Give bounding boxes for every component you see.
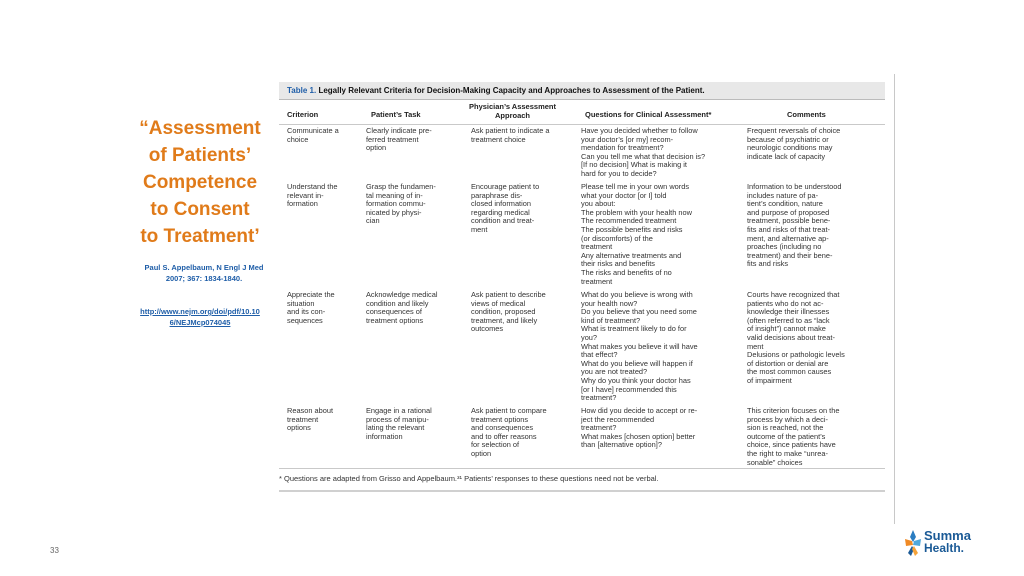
cell-approach: Encourage patient to paraphrase dis- closed information regarding medical condition and treat- ment: [471, 182, 540, 234]
logo-text: [924, 529, 971, 555]
column-header: Criterion: [287, 110, 319, 119]
cell-criterion: Appreciate the situation and its con- sequences: [287, 290, 335, 325]
citation: Paul S. Appelbaum, N Engl J Med 2007; 367: 1834-1840.: [144, 263, 264, 283]
summa-health-logo: [902, 527, 982, 561]
slide-title-line: to Treatment’: [140, 226, 260, 247]
cell-task: Engage in a rational process of manipu- lating the relevant information: [366, 406, 432, 441]
slide-title-area: [130, 115, 268, 325]
table-footnote: * Questions are adapted from Grisso and Appelbaum.³¹ Patients’ responses to these questions need not be verbal.: [279, 474, 659, 483]
reference-link[interactable]: [132, 306, 268, 328]
cell-criterion: Reason about treatment options: [287, 406, 334, 433]
cell-comments: Frequent reversals of choice because of psychiatric or neurologic conditions may indicate lack of capacity: [747, 126, 841, 161]
column-header: Comments: [787, 110, 826, 119]
column-header: Questions for Clinical Assessment*: [585, 110, 712, 119]
cell-approach: Ask patient to compare treatment options and consequences and to offer reasons for selection of option: [471, 406, 547, 458]
divider-line: [894, 74, 895, 524]
slide-title-line: Competence: [142, 172, 258, 193]
citation-block: [140, 262, 268, 284]
cell-criterion: Understand the relevant in- formation: [287, 182, 338, 209]
page-number: 33: [50, 546, 59, 555]
cell-questions: How did you decide to accept or re- ject the recommended treatment? What makes [chosen option] better than [alternative option]?: [581, 406, 698, 450]
cell-approach: Ask patient to indicate a treatment choice: [471, 126, 550, 144]
cell-comments: This criterion focuses on the process by which a deci- sion is reached, not the outcome of the patient’s choice, since patients have the right to make “unrea- sonable” choices: [747, 406, 840, 467]
cell-task: Clearly indicate pre- ferred treatment option: [366, 126, 432, 153]
slide-title-line: “Assessment: [139, 118, 261, 139]
table-label: Table 1.: [287, 86, 317, 95]
column-header: Physician’s Assessment Approach: [469, 102, 556, 120]
slide-title-line: to Consent: [150, 199, 250, 220]
cell-comments: Information to be understood includes nature of pa- tient’s condition, nature and purpose of proposed treatment, possible bene- fits and risks of that treat- ment, and alternative ap- proaches (including no treatment) and their bene- fits and risks: [747, 182, 842, 269]
table-header-row: [279, 100, 885, 125]
column-header: Patient’s Task: [371, 110, 421, 119]
slide-title-line: of Patients’: [148, 145, 252, 166]
table-bottom-rule: [279, 490, 885, 492]
reference-link-line[interactable]: 6/NEJMcp074045: [169, 318, 231, 327]
summa-logo-icon: [902, 527, 924, 561]
cell-questions: What do you believe is wrong with your health now? Do you believe that you need some kind of treatment? What is treatment likely to do for you? What makes you believe it will have that effect? What do you believe will happen if you are not treated? Why do you think your doctor has [or I have] recommended this treatment?: [581, 290, 698, 403]
table-caption: [279, 82, 885, 100]
cell-task: Grasp the fundamen- tal meaning of in- formation commu- nicated by physi- cian: [366, 182, 436, 226]
table-bottom-border: [279, 468, 885, 469]
cell-approach: Ask patient to describe views of medical condition, proposed treatment, and likely outcomes: [471, 290, 546, 334]
reference-link-line[interactable]: http://www.nejm.org/doi/pdf/10.10: [140, 307, 260, 316]
cell-comments: Courts have recognized that patients who do not ac- knowledge their illnesses (often referred to as “lack of insight”) cannot make valid decisions about treat- ment Delusions or pathologic levels of distortion or denial are the most common causes of impairment: [747, 290, 845, 385]
table-caption-text: Legally Relevant Criteria for Decision-Making Capacity and Approaches to Assessment of the Patient.: [318, 86, 705, 95]
logo-name: Summa: [924, 528, 971, 543]
cell-task: Acknowledge medical condition and likely consequences of treatment options: [366, 290, 438, 325]
logo-sub: Health.: [924, 541, 965, 555]
cell-questions: Have you decided whether to follow your doctor’s [or my] recom- mendation for treatment? Can you tell me what that decision is? [If no decision] What is making it hard for you to decide?: [581, 126, 706, 178]
cell-criterion: Communicate a choice: [287, 126, 339, 144]
cell-questions: Please tell me in your own words what your doctor [or I] told you about: The problem with your health now The recommended treatment The possible benefits and risks (or discomforts) of the treatment Any alternative treatments and their risks and benefits The risks and benefits of no treatment: [581, 182, 692, 286]
criteria-table: [279, 82, 885, 495]
